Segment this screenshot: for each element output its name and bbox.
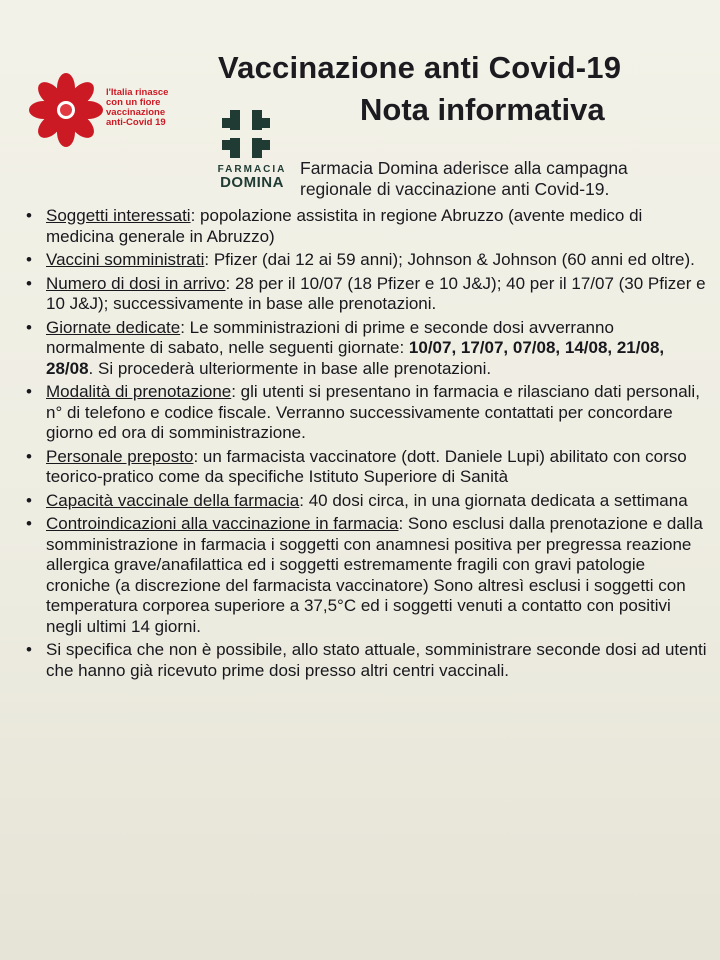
item-text: : 40 dosi circa, in una giornata dedicata a settimana	[299, 490, 688, 510]
logo-line: vaccinazione	[106, 107, 166, 118]
item-label: Vaccini somministrati	[46, 250, 205, 269]
item-text: : 28 per il 10/07 (18 Pfizer e 10 J&J); 40 per il 17/07 (30 Pfizer e 10 J&J); successivamente in base alle prenotazioni.	[46, 273, 706, 313]
logo-line: anti-Covid 19	[106, 117, 166, 128]
item-dates: 10/07, 17/07, 07/08, 14/08, 21/08, 28/08	[46, 338, 665, 378]
bullet-icon: •	[26, 206, 32, 225]
list-item	[20, 250, 710, 271]
pharmacy-label-top: FARMACIA	[217, 164, 287, 175]
list-item	[20, 514, 710, 637]
item-text: : un farmacista vaccinatore (dott. Daniele Lupi) abilitato con corso teorico-pratico come da specifiche Istituto Superiore di Sanità	[46, 446, 687, 486]
item-text: : Pfizer (dai 12 ai 59 anni); Johnson & Johnson (60 anni ed oltre).	[204, 250, 695, 269]
flower-logo-icon	[26, 70, 106, 150]
bullet-icon: •	[26, 446, 32, 466]
item-label: Soggetti interessati	[46, 206, 191, 225]
logo-caption	[106, 88, 186, 128]
bullet-icon: •	[26, 490, 32, 510]
item-text: : popolazione assistita in regione Abruzzo (avente medico di medicina generale in Abruzzo)	[46, 206, 643, 246]
info-list	[20, 206, 710, 684]
item-text: : Le somministrazioni di prime e seconde dosi avverranno normalmente di sabato, nelle seguenti giornate:	[46, 317, 614, 357]
list-item	[20, 382, 710, 444]
intro-paragraph: Farmacia Domina aderisce alla campagna regionale di vaccinazione anti Covid-19.	[300, 158, 628, 199]
pharmacy-name	[212, 164, 292, 191]
item-text: Si specifica che non è possibile, allo stato attuale, somministrare seconde dosi ad utenti che hanno già ricevuto prime dosi presso altri centri vaccinali.	[46, 640, 707, 680]
item-label: Modalità di prenotazione	[46, 382, 232, 401]
item-label: Controindicazioni alla vaccinazione in farmacia	[46, 514, 399, 533]
pharmacy-label-bottom: DOMINA	[220, 174, 284, 191]
page-title: Vaccinazione anti Covid-19	[218, 50, 622, 85]
item-label: Giornate dedicate	[46, 317, 181, 337]
item-label: Numero di dosi in arrivo	[46, 273, 226, 293]
item-label: Capacità vaccinale della farmacia	[46, 490, 300, 510]
list-item	[20, 318, 710, 380]
item-text-after: . Si procederà ulteriormente in base alle prenotazioni.	[88, 358, 492, 378]
item-label: Personale preposto	[46, 446, 194, 466]
list-item	[20, 206, 710, 247]
bullet-icon: •	[26, 317, 32, 337]
list-item	[20, 491, 710, 512]
page-subtitle: Nota informativa	[360, 92, 605, 127]
item-text: : Sono esclusi dalla prenotazione e dalla somministrazione in farmacia i soggetti con anamnesi positiva per pregressa reazione allergica grave/anafilattica ed i soggetti estremamente fragili con gravi patologie croniche (a discrezione del farmacista vaccinatore) Sono altresì esclusi i soggetti con temperatura corporea superiore a 37,5°C ed i soggetti venuti a contatto con positivi negli ultimi 14 giorni.	[46, 514, 703, 636]
pharmacy-cross-icon	[220, 108, 272, 160]
bullet-icon: •	[26, 382, 32, 401]
logo-line: l'Italia rinasce	[106, 87, 169, 98]
item-text: : gli utenti si presentano in farmacia e rilasciano dati personali, n° di telefono e codice fiscale. Verranno successivamente contattati per concordare giorno ed ora di somministrazione.	[46, 382, 700, 442]
logo-line: con un fiore	[106, 97, 161, 108]
bullet-icon: •	[26, 250, 32, 269]
list-item	[20, 447, 710, 488]
bullet-icon: •	[26, 273, 32, 293]
list-item	[20, 274, 710, 315]
list-item	[20, 640, 710, 681]
bullet-icon: •	[26, 640, 32, 659]
bullet-icon: •	[26, 514, 32, 533]
